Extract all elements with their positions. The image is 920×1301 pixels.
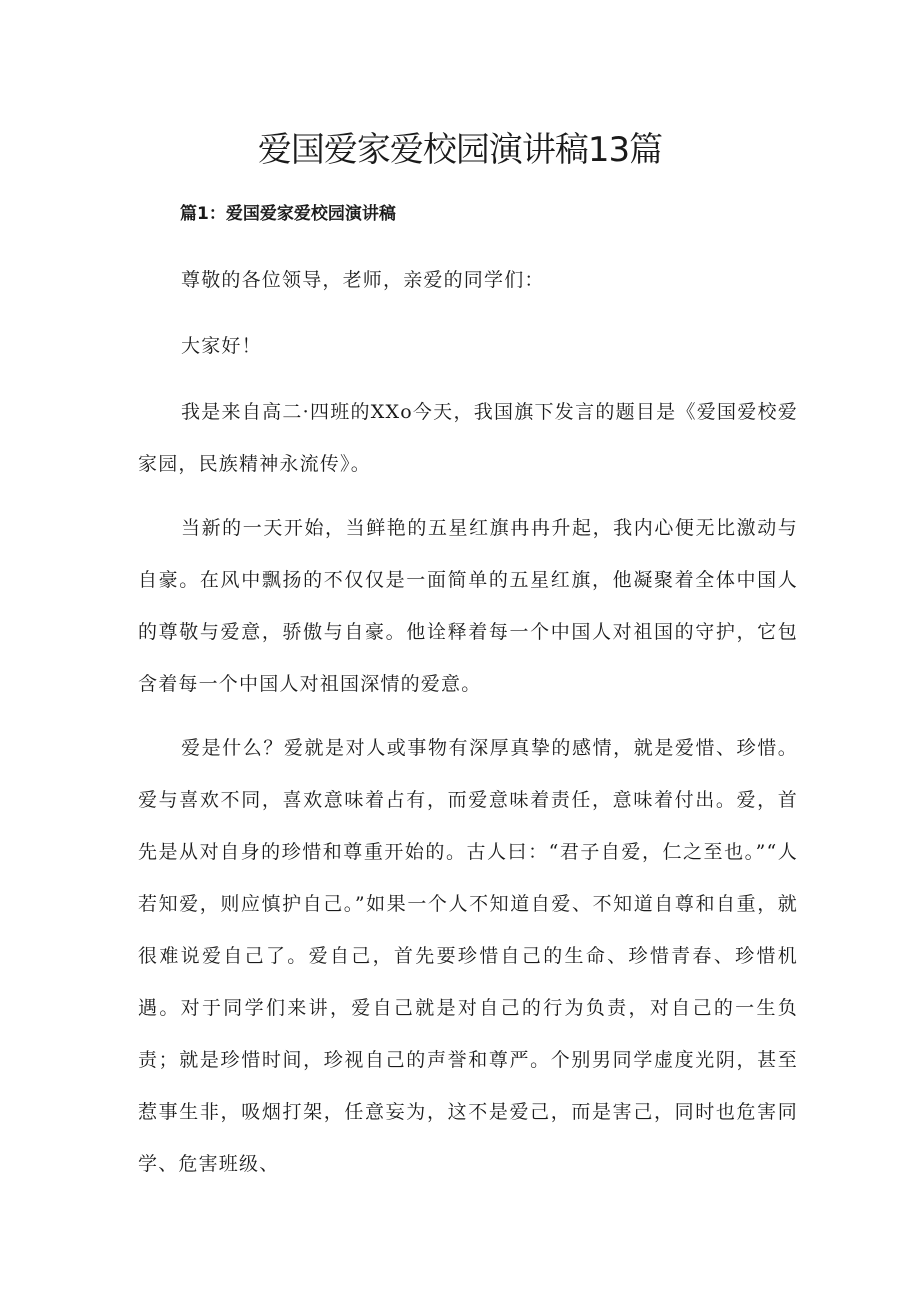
- body-paragraph: 爱是什么？爱就是对人或事物有深厚真挚的感情，就是爱惜、珍惜。爱与喜欢不同，喜欢意味着占有，而爱意味着责任，意味着付出。爱，首先是从对自身的珍惜和尊重开始的。古人曰：“君子自爱，仁之至也。”“人若知爱，则应慎护自己。”如果一个人不知道自爱、不知道自尊和自重，就很难说爱自己了。爱自己，首先要珍惜自己的生命、珍惜青春、珍惜机遇。对于同学们来讲，爱自己就是对自己的行为负责，对自己的一生负责；就是珍惜时间，珍视自己的声誉和尊严。个别男同学虚度光阴，甚至惹事生非，吸烟打架，任意妄为，这不是爱己，而是害己，同时也危害同学、危害班级、: [138, 737, 798, 1175]
- greeting-paragraph: 大家好！: [181, 335, 262, 357]
- intro-paragraph: 我是来自高二·四班的XXo今天，我国旗下发言的题目是《爱国爱校爱家园，民族精神永流传》。: [138, 401, 798, 475]
- body-paragraph: 当新的一天开始，当鲜艳的五星红旗冉冉升起，我内心便无比激动与自豪。在风中飘扬的不仅仅是一面简单的五星红旗，他凝聚着全体中国人的尊敬与爱意，骄傲与自豪。他诠释着每一个中国人对祖国的守护，它包含着每一个中国人对祖国深情的爱意。: [138, 517, 798, 695]
- salutation-paragraph: 尊敬的各位领导，老师，亲爱的同学们：: [181, 269, 545, 291]
- section-heading: 篇1：爱国爱家爱校园演讲稿: [180, 204, 396, 224]
- document-body: [138, 254, 798, 1190]
- document-title: 爱国爱家爱校园演讲稿13篇: [257, 130, 663, 170]
